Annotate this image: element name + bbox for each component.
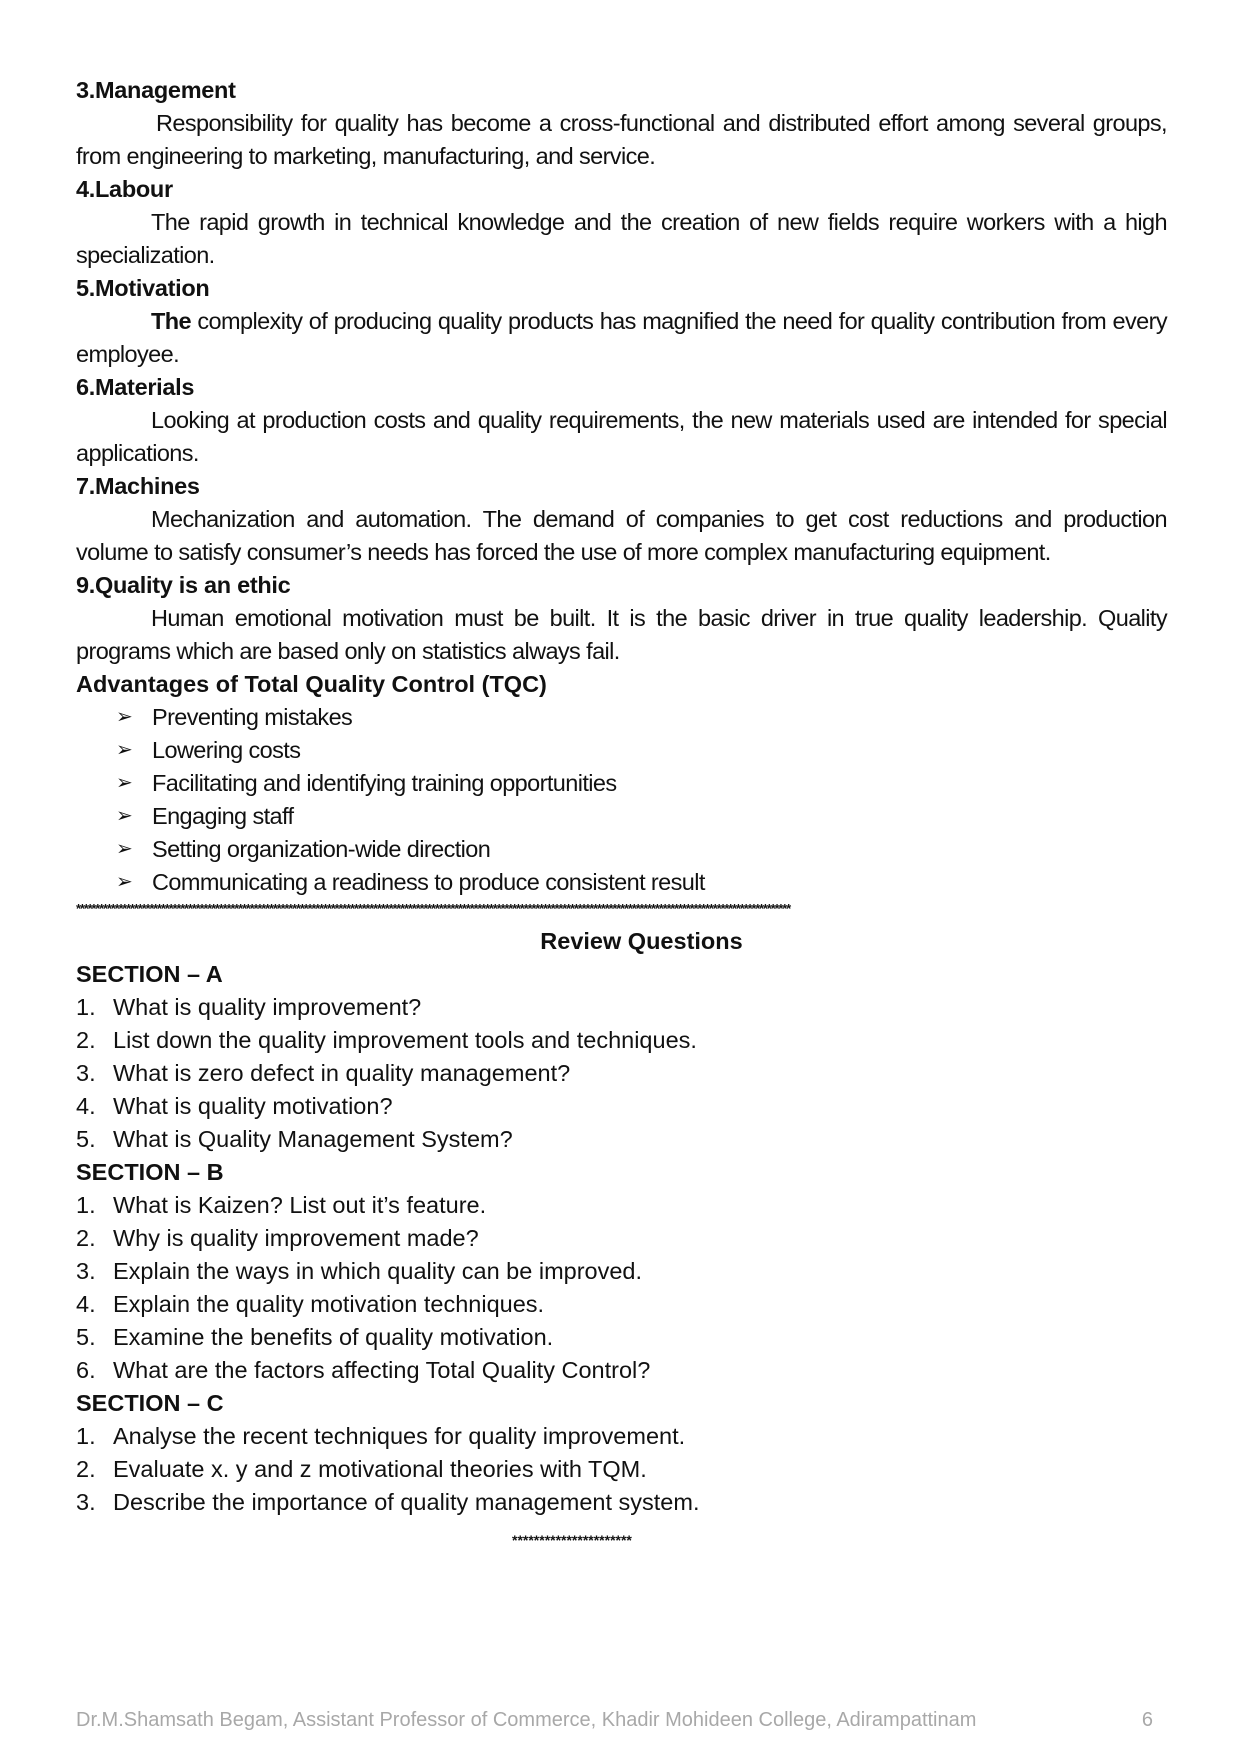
question-text: What are the factors affecting Total Quality Control? [113, 1357, 651, 1383]
question-item [76, 1288, 1167, 1321]
factor-text: Mechanization and automation. The demand of companies to get cost reductions and production volume to satisfy consumer’s needs has forced the use of more complex manufacturing equipment. [76, 506, 1167, 565]
question-text: What is Quality Management System? [113, 1126, 513, 1152]
question-item [76, 1486, 1167, 1519]
list-item [116, 767, 1167, 800]
list-item-text: Setting organization-wide direction [152, 836, 491, 862]
section-title: SECTION – A [76, 961, 223, 987]
question-number: 5. [76, 1126, 96, 1152]
question-item [76, 991, 1167, 1024]
question-item [76, 1321, 1167, 1354]
question-number: 2. [76, 1027, 96, 1053]
question-item [76, 1453, 1167, 1486]
footer-author: Dr.M.Shamsath Begam, Assistant Professor of Commerce, Khadir Mohideen College, Adirampattinam [76, 1709, 977, 1731]
question-number: 3. [76, 1060, 96, 1086]
question-item [76, 1255, 1167, 1288]
page-content [76, 74, 1167, 1519]
question-number: 1. [76, 1192, 96, 1218]
factor-lead-word: The [151, 308, 191, 334]
asterisk-separator: ***************************************************************************************************************************************************************************************** [76, 901, 790, 916]
list-item-text: Facilitating and identifying training opportunities [152, 770, 617, 796]
factor-block [76, 272, 1167, 371]
question-item [76, 1222, 1167, 1255]
factor-block [76, 470, 1167, 569]
question-text: Examine the benefits of quality motivation. [113, 1324, 554, 1350]
question-item [76, 1057, 1167, 1090]
factor-heading: 3.Management [76, 77, 236, 103]
question-item [76, 1354, 1167, 1387]
question-number: 2. [76, 1225, 96, 1251]
question-text: What is quality motivation? [113, 1093, 393, 1119]
factor-block [76, 173, 1167, 272]
factor-block [76, 569, 1167, 668]
question-number: 1. [76, 1423, 96, 1449]
arrow-bullet-icon: ➢ [116, 772, 133, 794]
question-text: Why is quality improvement made? [113, 1225, 479, 1251]
question-number: 5. [76, 1324, 96, 1350]
factor-block [76, 371, 1167, 470]
question-item [76, 1024, 1167, 1057]
factor-heading: 4.Labour [76, 176, 173, 202]
question-number: 6. [76, 1357, 96, 1383]
question-number: 3. [76, 1489, 96, 1515]
factor-heading: 5.Motivation [76, 275, 210, 301]
question-text: What is quality improvement? [113, 994, 422, 1020]
question-text: Describe the importance of quality management system. [113, 1489, 700, 1515]
list-item-text: Engaging staff [152, 803, 294, 829]
factor-text: Responsibility for quality has become a cross-functional and distributed effort among several groups, from engineering to marketing, manufacturing, and service. [76, 110, 1167, 169]
factor-heading: 9.Quality is an ethic [76, 572, 291, 598]
arrow-bullet-icon: ➢ [116, 739, 133, 761]
factor-text-rest: complexity of producing quality products has magnified the need for quality contribution from every employee. [76, 308, 1167, 367]
factor-text [76, 305, 1167, 371]
factor-heading: 7.Machines [76, 473, 200, 499]
list-item-text: Lowering costs [152, 737, 301, 763]
question-list [76, 1420, 1167, 1519]
arrow-bullet-icon: ➢ [116, 871, 133, 893]
factor-block [76, 74, 1167, 173]
list-item [116, 734, 1167, 767]
arrow-bullet-icon: ➢ [116, 706, 133, 728]
section-a [76, 958, 1167, 1156]
factor-text: Human emotional motivation must be built. It is the basic driver in true quality leadership. Quality programs which are based only on statistics always fail. [76, 605, 1167, 664]
page-number: 6 [1141, 1709, 1153, 1731]
list-item [116, 866, 1167, 899]
question-item [76, 1123, 1167, 1156]
question-text: Explain the ways in which quality can be improved. [113, 1258, 643, 1284]
question-item [76, 1189, 1167, 1222]
end-asterisk-separator: ********************** [512, 1532, 632, 1548]
question-item [76, 1420, 1167, 1453]
factor-text: The rapid growth in technical knowledge and the creation of new fields require workers with a high specialization. [76, 209, 1167, 268]
list-item [116, 833, 1167, 866]
question-number: 3. [76, 1258, 96, 1284]
section-title: SECTION – B [76, 1159, 224, 1185]
arrow-bullet-icon: ➢ [116, 805, 133, 827]
question-item [76, 1090, 1167, 1123]
factor-text: Looking at production costs and quality requirements, the new materials used are intended for special applications. [76, 407, 1167, 466]
factor-heading: 6.Materials [76, 374, 195, 400]
question-text: List down the quality improvement tools and techniques. [113, 1027, 697, 1053]
arrow-bullet-icon: ➢ [116, 838, 133, 860]
list-item [116, 701, 1167, 734]
question-text: What is zero defect in quality management? [113, 1060, 571, 1086]
review-questions-title: Review Questions [540, 928, 743, 954]
section-b [76, 1156, 1167, 1387]
question-number: 1. [76, 994, 96, 1020]
section-title: SECTION – C [76, 1390, 224, 1416]
question-list [76, 1189, 1167, 1387]
question-number: 2. [76, 1456, 96, 1482]
question-number: 4. [76, 1093, 96, 1119]
section-c [76, 1387, 1167, 1519]
question-text: Analyse the recent techniques for quality improvement. [113, 1423, 686, 1449]
question-number: 4. [76, 1291, 96, 1317]
advantages-title: Advantages of Total Quality Control (TQC) [76, 671, 547, 697]
advantages-list [76, 701, 1167, 899]
list-item-text: Communicating a readiness to produce consistent result [152, 869, 705, 895]
list-item-text: Preventing mistakes [152, 704, 353, 730]
question-list [76, 991, 1167, 1156]
question-text: What is Kaizen? List out it’s feature. [113, 1192, 487, 1218]
question-text: Evaluate x. y and z motivational theories with TQM. [113, 1456, 647, 1482]
list-item [116, 800, 1167, 833]
question-text: Explain the quality motivation techniques. [113, 1291, 545, 1317]
